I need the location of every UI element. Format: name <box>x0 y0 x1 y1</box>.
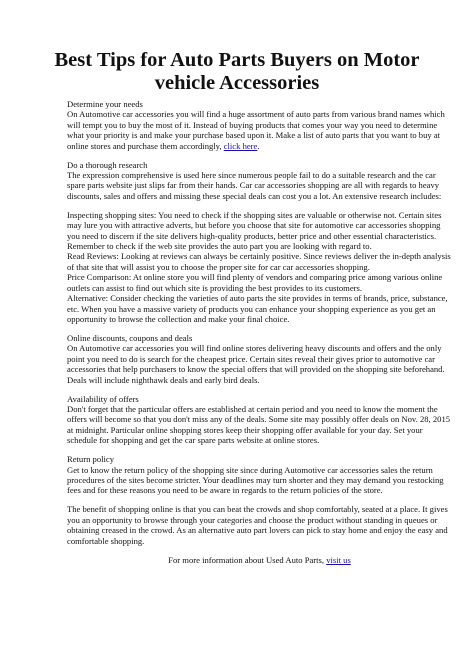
paragraph <box>67 170 452 201</box>
paragraph-text: Read Reviews: Looking at reviews can always be certainly positive. Since reviews deliver the in-depth analysis of that site that will assist you to choose the proper site for car car accessories shopping. <box>67 251 451 272</box>
paragraph <box>67 210 452 252</box>
paragraph-text-end: . <box>257 140 260 151</box>
paragraph-text: The benefit of shopping online is that you can beat the crowds and shop comfortably, seated at a place. It gives you an opportunity to browse through your categories and choose the product without standing in queues or obtaining creased in the crowd. As an alternative auto part lovers can pick to stay home and enjoy the easy and comfortable shopping. <box>67 504 448 546</box>
footer-text: For more information about Used Auto Parts, <box>168 554 327 565</box>
paragraph <box>67 465 452 496</box>
paragraph-text: On Automotive car accessories you will find online stores delivering heavy discounts and offers and the only point you need to do is search for the cheapest price. Certain sites reveal their gives prior to automotive car accessories that help purchasers to know the special offers that will provided on the shopping site beforehand. Deals will include nighthawk deals and early bird deals. <box>67 343 445 385</box>
section-heading: Return policy <box>67 454 115 465</box>
paragraph-text: Get to know the return policy of the shopping site since during Automotive car accessories sales the return procedures of the sites become stricter. Your deadlines may turn shorter and they may demand you restocking fees and for these reasons you need to be aware in regards to the return policies of the store. <box>67 464 444 496</box>
paragraph <box>67 109 452 151</box>
section-heading: Availability of offers <box>67 393 139 404</box>
section <box>67 394 452 446</box>
section <box>67 210 452 324</box>
document-body <box>67 99 452 574</box>
footer <box>67 555 452 565</box>
paragraph <box>67 504 452 546</box>
paragraph-text: Don't forget that the particular offers are established at certain period and you need to know the moment the offers will become so that you don't miss any of the deals. Some site may possibly offer deals on Nov. 28, 2015 at midnight. Particular online shopping stores keep their shopping offer available for your day. Set your schedule for shopping and get the car spare parts website at online stores. <box>67 403 451 446</box>
paragraph-text: The expression comprehensive is used here since numerous people fail to do a suitable research and the car spare parts website just slips far from their hands. Car car accessories shopping are all with regards to heavy discounts, sales and offers and missing these special deals can cost you a lot. An extensive research includes: <box>67 170 442 201</box>
click-here-link[interactable]: click here <box>223 140 258 151</box>
section <box>67 333 452 385</box>
paragraph-text: Alternative: Consider checking the varieties of auto parts the site provides in terms of brands, price, substance, etc. When you have a massive variety of products you can enhance your shopping experience as you get an opportunity to browse the collection and make your final choice. <box>67 293 448 324</box>
paragraph <box>67 404 452 446</box>
section-heading: Online discounts, coupons and deals <box>67 332 193 343</box>
paragraph-text: Inspecting shopping sites: You need to check if the shopping sites are valuable or otherwise not. Certain sites may lure you with attractive adverts, but before you choose that site for automotive car accessories shopping you need to discern if the site delivers high-quality products, better price and other essential characteristics. Remember to check if the web site provides the auto part you are looking with regard to. <box>67 209 442 252</box>
section-heading: Do a thorough research <box>67 159 148 170</box>
paragraph <box>67 293 452 324</box>
paragraph <box>67 251 452 272</box>
paragraph-text: Price Comparison: At online store you will find plenty of vendors and comparing price among various online outlets can assist to find out which site is providing the best provides to its customers. <box>67 272 443 293</box>
section <box>67 504 452 546</box>
paragraph-text: On Automotive car accessories you will find a huge assortment of auto parts from various brand names which will tempt you to buy the most of it. Instead of buying products that comes your way you need to determine what your priority is and make your purchase based upon it. Make a list of auto parts that you want to buy at online stores and purchase them accordingly, <box>67 109 445 151</box>
section-heading: Determine your needs <box>67 99 143 109</box>
paragraph <box>67 272 452 293</box>
section <box>67 454 452 496</box>
paragraph <box>67 343 452 385</box>
visit-us-link[interactable]: visit us <box>326 554 351 565</box>
section <box>67 99 452 151</box>
section <box>67 160 452 202</box>
document-title: Best Tips for Auto Parts Buyers on Motor vehicle Accessories <box>54 49 420 94</box>
